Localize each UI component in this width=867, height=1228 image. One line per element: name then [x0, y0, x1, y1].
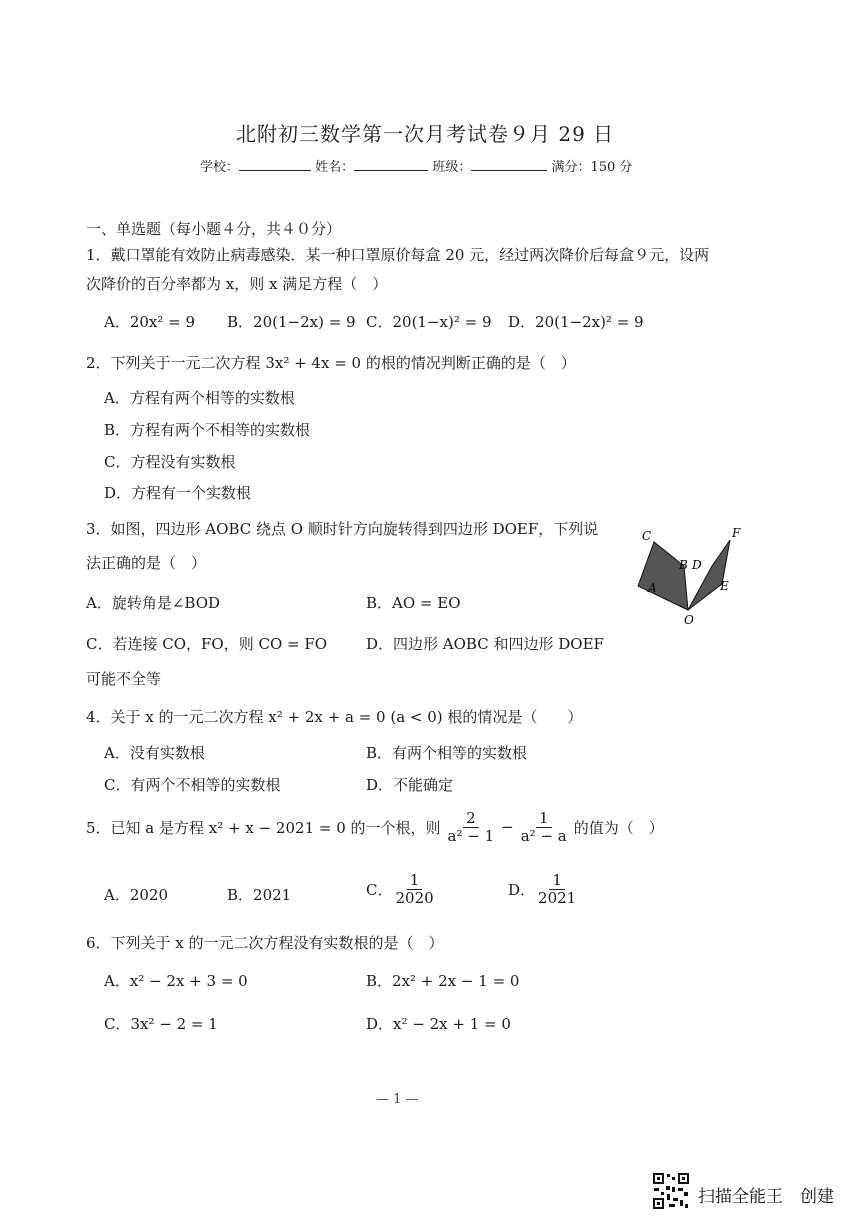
quadrilateral-doef: [688, 540, 730, 610]
question-3-line-1: 3．如图，四边形 AOBC 绕点 O 顺时针方向旋转得到四边形 DOEF，下列说: [86, 520, 599, 538]
q2-option-d: D．方程有一个实数根: [104, 484, 252, 502]
school-blank: [239, 170, 311, 171]
q6-option-d: D．x² − 2x + 1 = 0: [366, 1015, 511, 1033]
q6-option-b: B．2x² + 2x − 1 = 0: [366, 972, 520, 990]
q2-option-a: A．方程有两个相等的实数根: [104, 389, 295, 407]
q5-option-c-label: C．: [366, 880, 393, 899]
question-5-stem: [86, 810, 664, 844]
label-f: F: [732, 526, 741, 540]
q5-fraction-1-denominator: a² − 1: [447, 826, 495, 845]
q4-option-d: D．不能确定: [366, 776, 454, 794]
q5-fraction-1: [445, 810, 498, 844]
name-label: 姓名：: [315, 160, 355, 175]
exam-info-line: [200, 156, 632, 175]
page-number: — 1 —: [376, 1092, 419, 1107]
q3-option-b: B．AO = EO: [366, 594, 461, 612]
q5-minus-sign: −: [501, 818, 514, 836]
label-d: D: [692, 558, 702, 572]
q1-option-a: A．20x² = 9: [104, 313, 196, 331]
q5-fraction-1-numerator: 2: [463, 810, 479, 828]
page-title: 北附初三数学第一次月考试卷９月 29 日: [236, 122, 615, 146]
section-heading: 一、单选题（每小题４分，共４０分）: [86, 220, 342, 238]
q2-option-c: C．方程没有实数根: [104, 453, 236, 471]
q3-option-d: D．四边形 AOBC 和四边形 DOEF: [366, 635, 604, 653]
q4-option-b: B．有两个相等的实数根: [366, 744, 528, 762]
q3-option-c: C．若连接 CO，FO，则 CO = FO: [86, 635, 328, 653]
q6-option-c: C．3x² − 2 = 1: [104, 1015, 218, 1033]
class-blank: [471, 170, 547, 171]
q5-option-c-fraction: [392, 872, 436, 906]
question-2-stem: 2．下列关于一元二次方程 3x² + 4x = 0 的根的情况判断正确的是（ ）: [86, 354, 576, 372]
q2-option-b: B．方程有两个不相等的实数根: [104, 421, 311, 439]
q1-option-c: C．20(1−x)² = 9: [366, 313, 492, 331]
question-4-stem: 4．关于 x 的一元二次方程 x² + 2x + a = 0 (a < 0) 根的情况是（ ）: [86, 708, 583, 726]
q5-option-d: [508, 872, 579, 906]
rotation-figure: [632, 522, 752, 632]
q5-option-c-numerator: 1: [407, 872, 423, 890]
label-e: E: [720, 579, 729, 593]
q3-option-d-continued: 可能不全等: [86, 670, 162, 688]
q5-option-d-fraction: [535, 872, 579, 906]
scanner-watermark: 扫描全能王 创建: [698, 1187, 834, 1207]
school-label: 学校：: [200, 160, 240, 175]
label-o: O: [684, 613, 694, 627]
q5-option-d-numerator: 1: [549, 872, 565, 890]
label-a: A: [648, 581, 657, 595]
q5-option-c: [366, 872, 437, 906]
full-score: 满分：150 分: [551, 160, 633, 175]
question-1-line-1: 1．戴口罩能有效防止病毒感染．某一种口罩原价每盒 20 元，经过两次降价后每盒９元，设两: [86, 246, 710, 264]
q5-fraction-2-denominator: a² − a: [520, 826, 567, 845]
name-blank: [354, 170, 428, 171]
q1-option-b: B．20(1−2x) = 9: [227, 313, 356, 331]
label-c: C: [642, 529, 652, 543]
q4-option-a: A．没有实数根: [104, 744, 205, 762]
q3-option-a: A．旋转角是∠BOD: [86, 594, 221, 612]
q4-option-c: C．有两个不相等的实数根: [104, 776, 281, 794]
class-label: 班级：: [432, 160, 472, 175]
question-1-line-2: 次降价的百分率都为 x，则 x 满足方程（ ）: [86, 275, 388, 293]
question-3-line-2: 法正确的是（ ）: [86, 554, 207, 572]
q5-option-a: A．2020: [104, 886, 169, 904]
q5-option-b: B．2021: [227, 886, 292, 904]
quadrilateral-aobc: [638, 542, 688, 610]
q5-option-c-denominator: 2020: [395, 888, 434, 907]
q5-stem-end: 的值为（ ）: [573, 818, 664, 837]
qr-code-icon: [652, 1172, 690, 1210]
q5-fraction-2: [518, 810, 570, 844]
q5-stem-start: 5．已知 a 是方程 x² + x − 2021 = 0 的一个根，则: [86, 818, 441, 837]
q5-option-d-label: D．: [508, 880, 536, 899]
q5-fraction-2-numerator: 1: [536, 810, 552, 828]
question-6-stem: 6．下列关于 x 的一元二次方程没有实数根的是（ ）: [86, 934, 444, 952]
q1-option-d: D．20(1−2x)² = 9: [508, 313, 644, 331]
q6-option-a: A．x² − 2x + 3 = 0: [104, 972, 248, 990]
label-b: B: [679, 558, 688, 572]
q5-option-d-denominator: 2021: [538, 888, 577, 907]
